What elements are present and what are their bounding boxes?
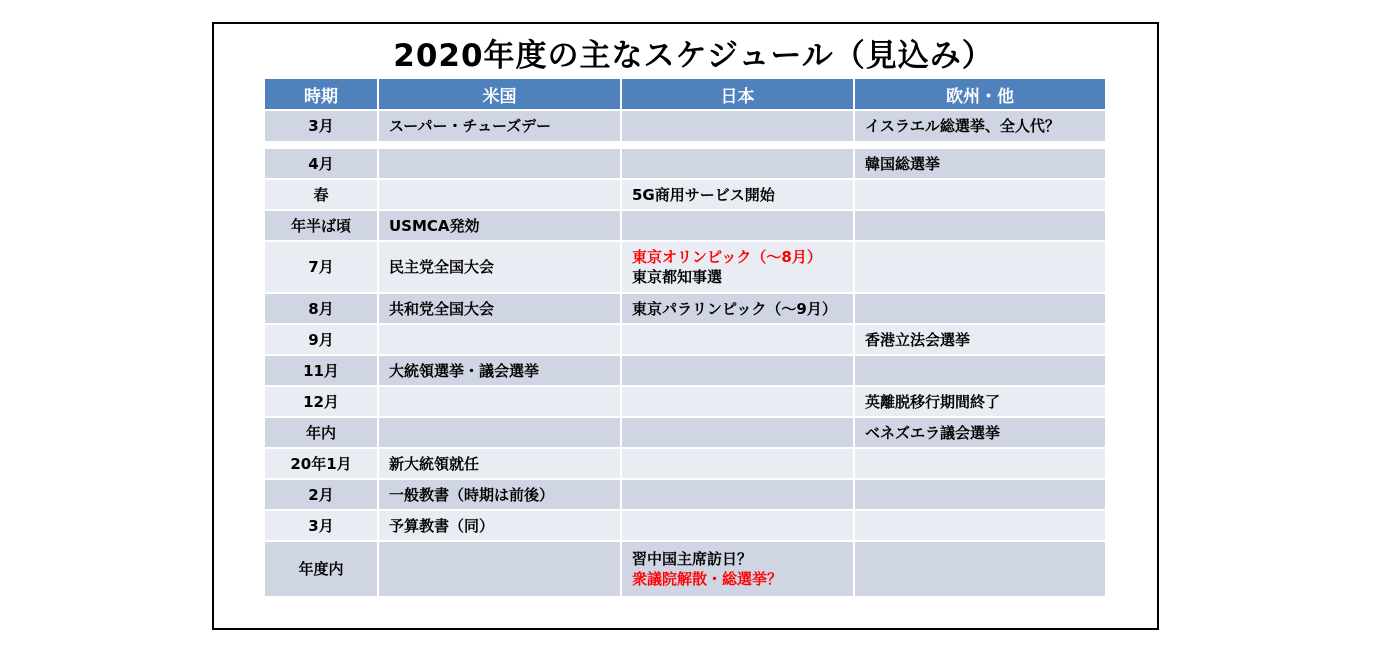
- cell-period: 3月: [265, 110, 378, 141]
- cell-period: 9月: [265, 324, 378, 355]
- cell-europe: 香港立法会選挙: [854, 324, 1106, 355]
- header-europe-other: 欧州・他: [854, 79, 1106, 110]
- cell-period: 春: [265, 179, 378, 210]
- cell-japan: [621, 448, 854, 479]
- cell-us: [378, 179, 621, 210]
- cell-us: 新大統領就任: [378, 448, 621, 479]
- cell-japan: [621, 110, 854, 141]
- cell-period: 4月: [265, 148, 378, 179]
- cell-us: スーパー・チューズデー: [378, 110, 621, 141]
- cell-period: 7月: [265, 241, 378, 293]
- cell-japan: [621, 324, 854, 355]
- cell-period: 2月: [265, 479, 378, 510]
- header-period: 時期: [265, 79, 378, 110]
- cell-japan-line-2: 衆議院解散・総選挙？: [632, 570, 783, 588]
- table-row: [265, 448, 1106, 479]
- table-row: [265, 479, 1106, 510]
- cell-us: [378, 541, 621, 596]
- cell-us: [378, 148, 621, 179]
- cell-europe: [854, 210, 1106, 241]
- cell-japan: [621, 210, 854, 241]
- table-row: [265, 417, 1106, 448]
- cell-period: 年半ば頃: [265, 210, 378, 241]
- cell-europe: [854, 448, 1106, 479]
- cell-japan: 5G商用サービス開始: [621, 179, 854, 210]
- table-row: [265, 293, 1106, 324]
- cell-europe: 英離脱移行期間終了: [854, 386, 1106, 417]
- cell-period: 8月: [265, 293, 378, 324]
- cell-us: [378, 417, 621, 448]
- table-row: [265, 179, 1106, 210]
- cell-japan-line-1: 東京オリンピック（～8月）: [632, 248, 822, 266]
- table-row: [265, 510, 1106, 541]
- cell-period: 3月: [265, 510, 378, 541]
- cell-period: 年内: [265, 417, 378, 448]
- cell-europe: [854, 293, 1106, 324]
- cell-japan: [621, 541, 854, 596]
- cell-us: [378, 324, 621, 355]
- cell-period: 20年1月: [265, 448, 378, 479]
- cell-period: 12月: [265, 386, 378, 417]
- cell-period: 11月: [265, 355, 378, 386]
- cell-europe: [854, 541, 1106, 596]
- cell-europe: イスラエル総選挙、全人代？: [854, 110, 1106, 141]
- cell-japan: [621, 241, 854, 293]
- cell-europe: [854, 510, 1106, 541]
- cell-europe: 韓国総選挙: [854, 148, 1106, 179]
- table-row: [265, 386, 1106, 417]
- cell-europe: ベネズエラ議会選挙: [854, 417, 1106, 448]
- cell-us: USMCA発効: [378, 210, 621, 241]
- table-row: [265, 324, 1106, 355]
- schedule-table: [265, 79, 1107, 596]
- cell-europe: [854, 355, 1106, 386]
- cell-us: 共和党全国大会: [378, 293, 621, 324]
- cell-period: 年度内: [265, 541, 378, 596]
- cell-us: [378, 386, 621, 417]
- row-gap: [265, 141, 1106, 148]
- table-row: [265, 541, 1106, 596]
- table-header-row: [265, 79, 1106, 110]
- cell-us: 一般教書（時期は前後）: [378, 479, 621, 510]
- cell-us: 民主党全国大会: [378, 241, 621, 293]
- cell-japan: [621, 355, 854, 386]
- cell-japan: [621, 386, 854, 417]
- cell-japan: [621, 479, 854, 510]
- cell-us: 予算教書（同）: [378, 510, 621, 541]
- table-row: [265, 110, 1106, 141]
- table-row: [265, 210, 1106, 241]
- header-us: 米国: [378, 79, 621, 110]
- table-row: [265, 241, 1106, 293]
- cell-japan: 東京パラリンピック（～9月）: [621, 293, 854, 324]
- cell-europe: [854, 241, 1106, 293]
- header-japan: 日本: [621, 79, 854, 110]
- table-row: [265, 355, 1106, 386]
- cell-japan: [621, 510, 854, 541]
- cell-japan-line-1: 習中国主席訪日？: [632, 550, 753, 568]
- cell-europe: [854, 479, 1106, 510]
- cell-us: 大統領選挙・議会選挙: [378, 355, 621, 386]
- cell-japan-line-2: 東京都知事選: [632, 268, 723, 286]
- cell-japan: [621, 148, 854, 179]
- table-row: [265, 148, 1106, 179]
- cell-japan: [621, 417, 854, 448]
- page-title: 2020年度の主なスケジュール（見込み）: [393, 38, 994, 74]
- cell-europe: [854, 179, 1106, 210]
